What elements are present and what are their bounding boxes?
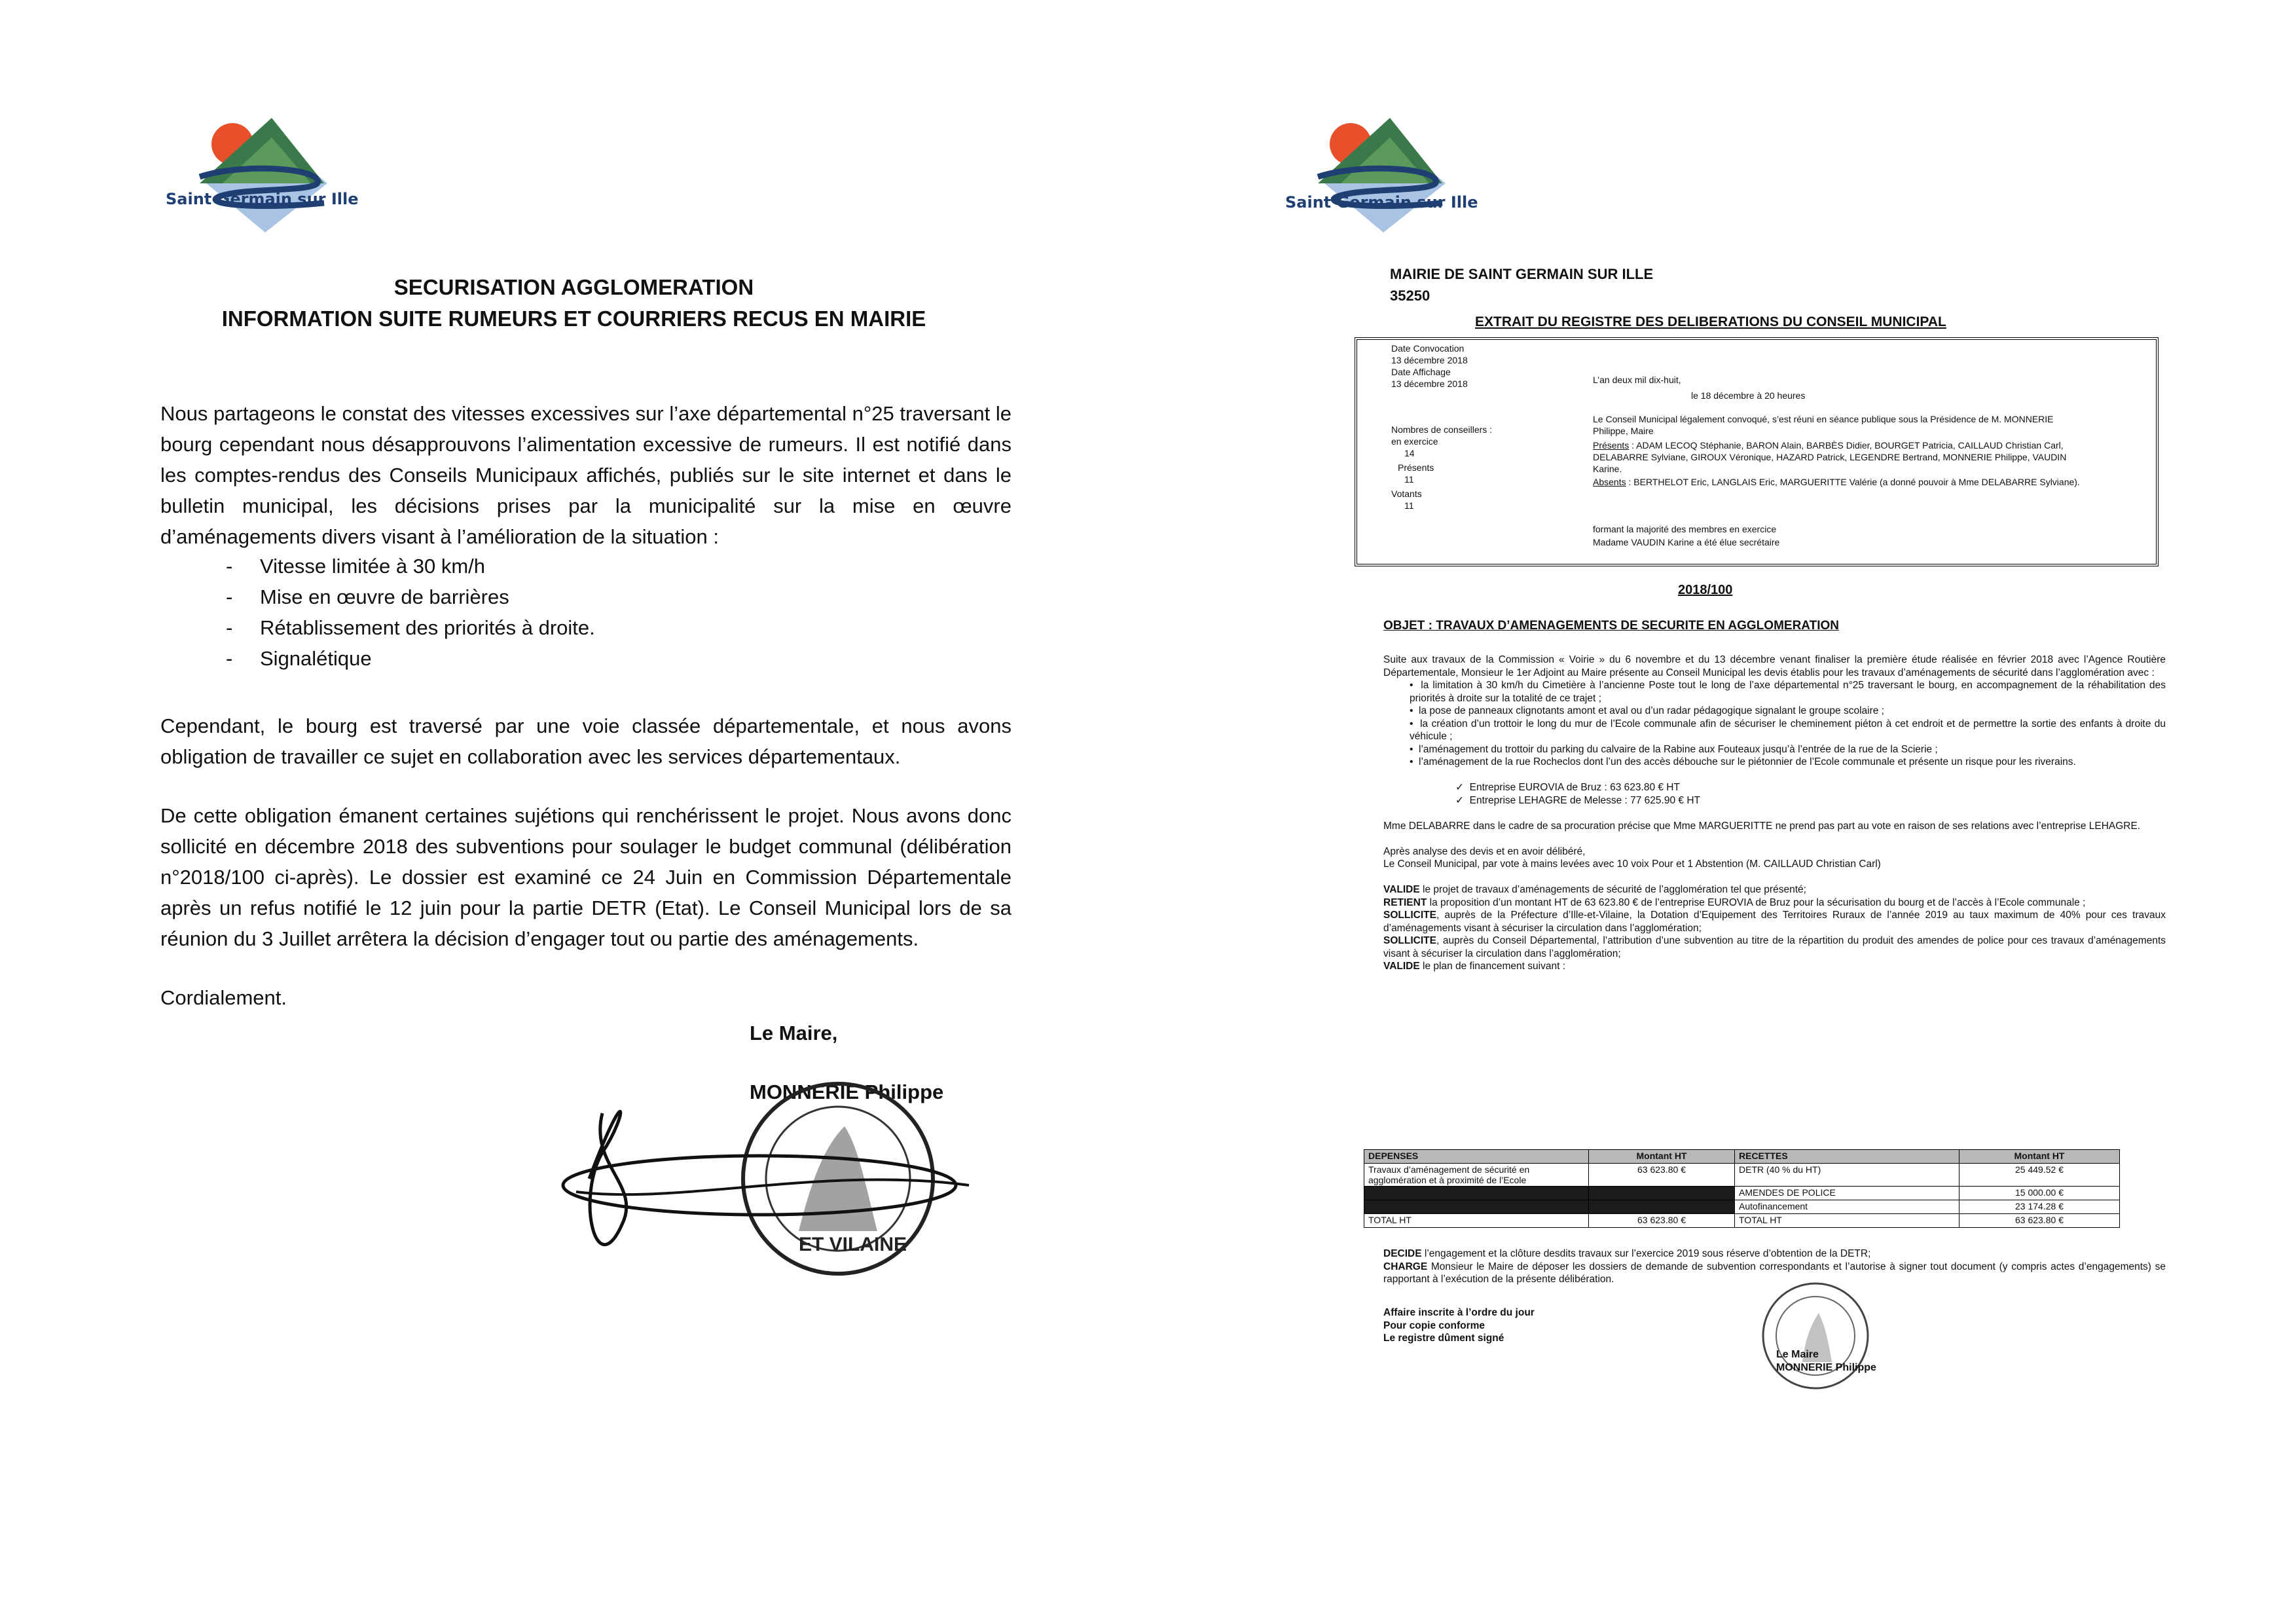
commune-logo	[160, 105, 363, 236]
presents-label: Présents	[1398, 462, 1434, 473]
letter-title-1: SECURISATION AGGLOMERATION	[393, 275, 754, 299]
measure-item: - Rétablissement des priorités à droite.	[226, 612, 595, 643]
mayor-stamp-and-signature	[550, 1035, 1008, 1323]
charge: CHARGE Monsieur le Maire de déposer les dossiers de demande de subvention correspondants et l’autorise à signer tout document (y compris actes d’engagements) se rapportant à l’exécution de la présente délibération.	[1383, 1261, 2166, 1285]
intro-paragraph	[160, 398, 1011, 552]
decide: DECIDE l’engagement et la clôture desdits travaux sur l’exercice 2019 sous réserve d’obtention de la DETR;	[1383, 1248, 1871, 1259]
decision: SOLLICITE, auprès du Conseil Départemental, l’attribution d’une subvention au titre de la répartition du produit des amendes de police pour ces travaux d’aménagements visant à sécuriser la circulation dans l’agglomération;	[1383, 935, 2166, 959]
deliberation-objet: OBJET : TRAVAUX D’AMENAGEMENTS DE SECURITE EN AGGLOMERATION	[1383, 619, 1839, 633]
votants-label: Votants	[1391, 489, 1422, 499]
stamp-signature-name: MONNERIE Philippe	[1776, 1362, 1876, 1373]
item: • l’aménagement de la rue Rocheclos dont l’un des accès débouche sur le piétonnier de l’Ecole communale et présente un risque pour les riverains.	[1410, 756, 2076, 767]
table-header-row: DEPENSES Montant HT RECETTES Montant HT	[1364, 1150, 2120, 1164]
quote-item: ✓ Entreprise EUROVIA de Bruz : 63 623.80 € HT	[1455, 782, 1680, 793]
measures-list	[226, 551, 595, 674]
procuration-text: Mme DELABARRE dans le cadre de sa procuration précise que Mme MARGUERITTE ne prend pas part au vote en raison de ses relations avec l’entreprise LEHAGRE.	[1383, 820, 2141, 832]
official-stamp	[1730, 1277, 1901, 1395]
quote-item: ✓ Entreprise LEHAGRE de Melesse : 77 625.90 € HT	[1455, 794, 1700, 806]
paragraph-3	[160, 800, 1011, 954]
item: • la limitation à 30 km/h du Cimetière à l’ancienne Poste tout le long de l’axe départemental n°25 traversant le bourg, en accompagnement de la réhabilitation des priorités à droite sur la totalité de ce trajet ;	[1410, 680, 2166, 704]
session-year: L’an deux mil dix-huit,	[1593, 375, 1681, 385]
registre-text: Le registre dûment signé	[1383, 1333, 1504, 1344]
table-total-row: TOTAL HT 63 623.80 € TOTAL HT 63 623.80 €	[1364, 1214, 2120, 1228]
certification	[1383, 1306, 1645, 1345]
closing	[160, 982, 1011, 1013]
paragraph-2	[160, 710, 1011, 772]
date-convocation-label: Date Convocation	[1391, 343, 1465, 354]
decision: SOLLICITE, auprès de la Préfecture d’Ille-et-Vilaine, la Dotation d’Equipement des Territoires Ruraux de l’année 2019 au taux maximum de 40% pour ces travaux d’aménagements visant à sécuriser la circulation dans l’agglomération;	[1383, 910, 2166, 934]
stamp-signature-title: Le Maire	[1776, 1349, 1819, 1360]
postcode: 35250	[1390, 287, 1430, 304]
copie-text: Pour copie conforme	[1383, 1320, 1485, 1331]
paragraph-3-text: De cette obligation émanent certaines sujétions qui renchérissent le projet. Nous avons donc sollicité en décembre 2018 des subventions pour soulager le budget communal (délibération n°2018/100 ci-après). Le dossier est examiné ce 24 Juin en Commission Départementale après un refus notifié le 12 juin pour la partie DETR (Etat). Le Conseil Municipal lors de sa réunion du 3 Juillet arrêtera la décision d’engager tout ou partie des aménagements.	[160, 804, 1011, 950]
closing-text: Cordialement.	[160, 986, 287, 1009]
stamp-text: ET VILAINE	[799, 1234, 907, 1255]
financing-table	[1364, 1149, 2120, 1228]
convocation-text: Le Conseil Municipal légalement convoqué, s’est réuni en séance publique sous la Présidence de M. MONNERIE Philippe, Maire	[1593, 414, 2054, 436]
logo-graphic	[160, 105, 363, 236]
logo-graphic	[1279, 105, 1482, 236]
signature-title: Le Maire,	[750, 1022, 838, 1044]
date-convocation: 13 décembre 2018	[1391, 355, 1468, 365]
intro-text: Nous partageons le constat des vitesses excessives sur l’axe départemental n°25 traversant le bourg cependant nous désapprouvons l’alimentation excessive de rumeurs. Il est notifié dans les comptes-rendus des Conseils Municipaux affichés, publiés sur le site internet et dans le bulletin municipal, les décisions prises par la municipalité sur la mise en œuvre d’aménagements divers visant à l’amélioration de la situation :	[160, 402, 1011, 548]
item: • l’aménagement du trottoir du parking du calvaire de la Rabine aux Fouteaux jusqu’à l’entrée de la rue de la Scierie ;	[1410, 743, 1938, 755]
absents-list: Absents : BERTHELOT Eric, LANGLAIS Eric, MARGUERITTE Valérie (a donné pouvoir à Mme DELABARRE Sylviane).	[1593, 477, 2080, 487]
letter-title-2: INFORMATION SUITE RUMEURS ET COURRIERS RECUS EN MAIRIE	[221, 306, 926, 331]
analysis-text: Après analyse des devis et en avoir délibéré,	[1383, 845, 1586, 857]
deliberation-body	[1383, 654, 2166, 973]
affaire-text: Affaire inscrite à l’ordre du jour	[1383, 1307, 1535, 1318]
mairie-name: MAIRIE DE SAINT GERMAIN SUR ILLE	[1390, 266, 1654, 282]
decision: VALIDE le plan de financement suivant :	[1383, 961, 1566, 972]
presents-count: 11	[1404, 474, 1414, 485]
councillors-label: Nombres de conseillers :	[1391, 424, 1493, 435]
exercice-label: en exercice	[1391, 436, 1438, 447]
measure-item: - Signalétique	[226, 643, 595, 674]
presents-list: Présents : ADAM LECOQ Stéphanie, BARON Alain, BARBÈS Didier, BOURGET Patricia, CAILLAUD Christian Carl, DELABARRE Sylviane, GIROUX Véronique, HAZARD Patrick, LEGENDRE Bertrand, MONNERIE Philippe, VAUDIN Karine.	[1593, 440, 2067, 474]
signature-name: MONNERIE Philippe	[750, 1080, 944, 1103]
logo-text: Saint Germain sur Ille	[1285, 193, 1478, 212]
deliberation-number: 2018/100	[1678, 583, 1733, 597]
measure-item: - Mise en œuvre de barrières	[226, 581, 595, 612]
majority-text: formant la majorité des membres en exercice	[1593, 524, 1777, 534]
votants-count: 11	[1404, 500, 1414, 511]
session-date: le 18 décembre à 20 heures	[1691, 390, 1806, 401]
date-affichage: 13 décembre 2018	[1391, 378, 1468, 389]
decision: VALIDE le projet de travaux d’aménagements de sécurité de l’agglomération tel que présenté;	[1383, 884, 1806, 895]
exercice-count: 14	[1404, 448, 1415, 458]
table-row: Travaux d’aménagement de sécurité en agglomération et à proximité de l’Ecole 63 623.80 € DETR (40 % du HT) 25 449.52 €	[1364, 1164, 2120, 1187]
date-affichage-label: Date Affichage	[1391, 367, 1451, 377]
table-row: AMENDES DE POLICE 15 000.00 €	[1364, 1187, 2120, 1200]
extract-title: EXTRAIT DU REGISTRE DES DELIBERATIONS DU CONSEIL MUNICIPAL	[1475, 314, 1946, 329]
item: • la pose de panneaux clignotants amont et aval ou d’un radar pédagogique signalant le groupe scolaire ;	[1410, 705, 1884, 716]
commune-logo	[1279, 105, 1482, 236]
logo-text: Saint Germain sur Ille	[166, 190, 359, 208]
session-frame	[1355, 337, 2159, 566]
table-row: Autofinancement 23 174.28 €	[1364, 1200, 2120, 1214]
right-deliberation-page	[1148, 0, 2296, 1624]
paragraph-2-text: Cependant, le bourg est traversé par une voie classée départementale, et nous avons obligation de travailler ce sujet en collaboration avec les services départementaux.	[160, 714, 1011, 768]
intro-text: Suite aux travaux de la Commission « Voirie » du 6 novembre et du 13 décembre venant finaliser la première étude réalisée en février 2018 avec l’Agence Routière Départementale, Monsieur le 1er Adjoint au Maire présente au Conseil Municipal les devis établis pour les travaux d’aménagements de sécurité dans l’agglomération avec :	[1383, 654, 2166, 678]
decision: RETIENT la proposition d’un montant HT de 63 623.80 € de l’entreprise EUROVIA de Bruz pour la sécurisation du bourg et de l’accès à l’Ecole communale ;	[1383, 896, 2086, 908]
item: • la création d’un trottoir le long du mur de l’Ecole communale afin de sécuriser le cheminement piéton à cet endroit et de permettre la sortie des enfants à droite du véhicule ;	[1410, 718, 2166, 742]
secretary-text: Madame VAUDIN Karine a été élue secrétaire	[1593, 537, 1780, 547]
measure-item: - Vitesse limitée à 30 km/h	[226, 551, 595, 581]
vote-text: Le Conseil Municipal, par vote à mains levées avec 10 voix Pour et 1 Abstention (M. CAILLAUD Christian Carl)	[1383, 858, 1881, 870]
